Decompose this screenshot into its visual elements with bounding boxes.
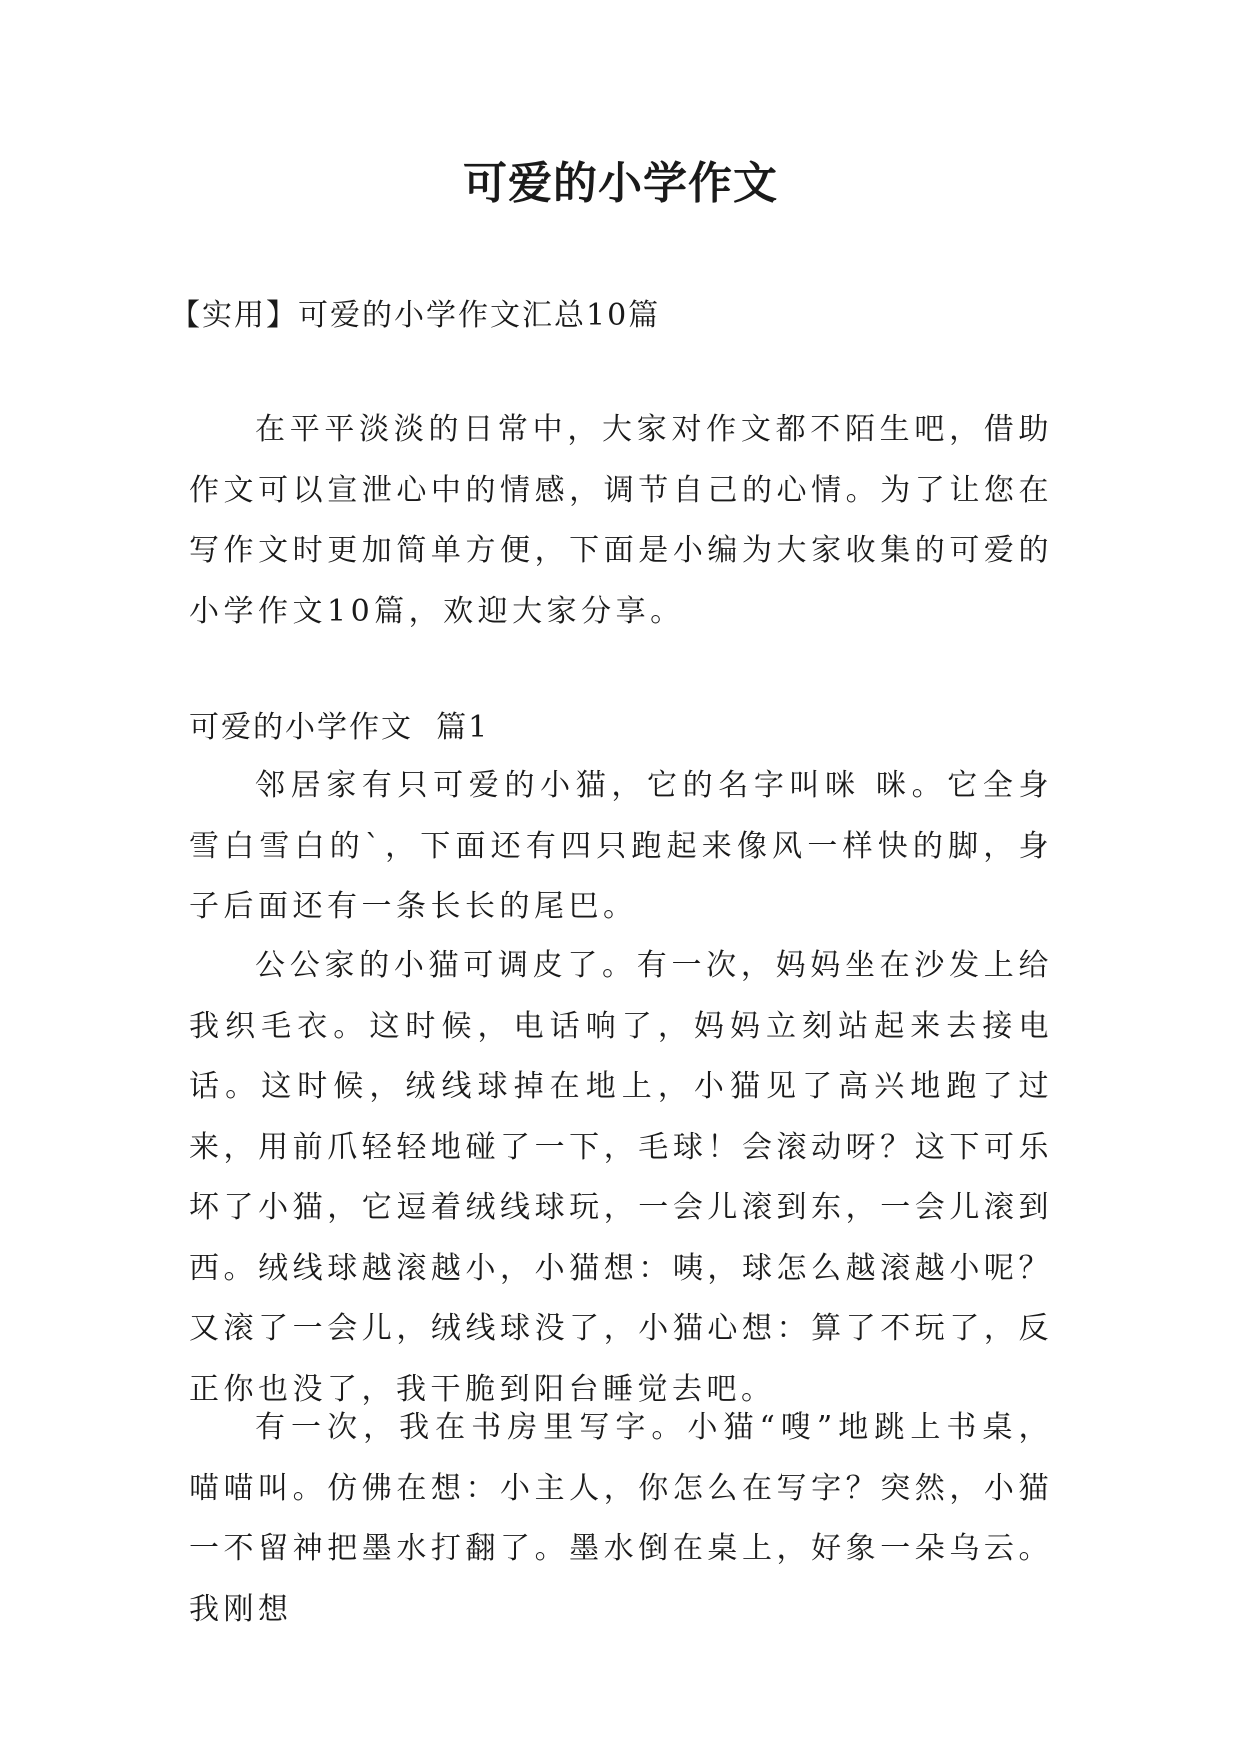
- essay-paragraph: 公公家的小猫可调皮了。有一次，妈妈坐在沙发上给我织毛衣。这时候，电话响了，妈妈立刻站起来去接电话。这时候，绒线球掉在地上，小猫见了高兴地跑了过来，用前爪轻轻地碰了一下，毛球！会滚动呀？这下可乐坏了小猫，它逗着绒线球玩，一会儿滚到东，一会儿滚到西。绒线球越滚越小，小猫想：咦，球怎么越滚越小呢？又滚了一会儿，绒线球没了，小猫心想：算了不玩了，反正你也没了，我干脆到阳台睡觉去吧。: [189, 948, 1053, 1407]
- document-subtitle: 【实用】可爱的小学作文汇总10篇: [170, 298, 661, 333]
- section-heading: 可爱的小学作文 篇1: [189, 710, 490, 745]
- intro-paragraph: 在平平淡淡的日常中，大家对作文都不陌生吧，借助作文可以宣泄心中的情感，调节自己的心情。为了让您在写作文时更加简单方便，下面是小编为大家收集的可爱的小学作文10篇，欢迎大家分享。: [189, 412, 1053, 629]
- essay-paragraph: 有一次，我在书房里写字。小猫“嗖”地跳上书桌，喵喵叫。仿佛在想：小主人，你怎么在写字？突然，小猫一不留神把墨水打翻了。墨水倒在桌上，好象一朵乌云。我刚想: [189, 1410, 1053, 1627]
- document-title: 可爱的小学作文: [463, 158, 778, 209]
- essay-paragraph: 邻居家有只可爱的小猫，它的名字叫咪 咪。它全身雪白雪白的`，下面还有四只跑起来像风一样快的脚，身子后面还有一条长长的尾巴。: [189, 768, 1053, 924]
